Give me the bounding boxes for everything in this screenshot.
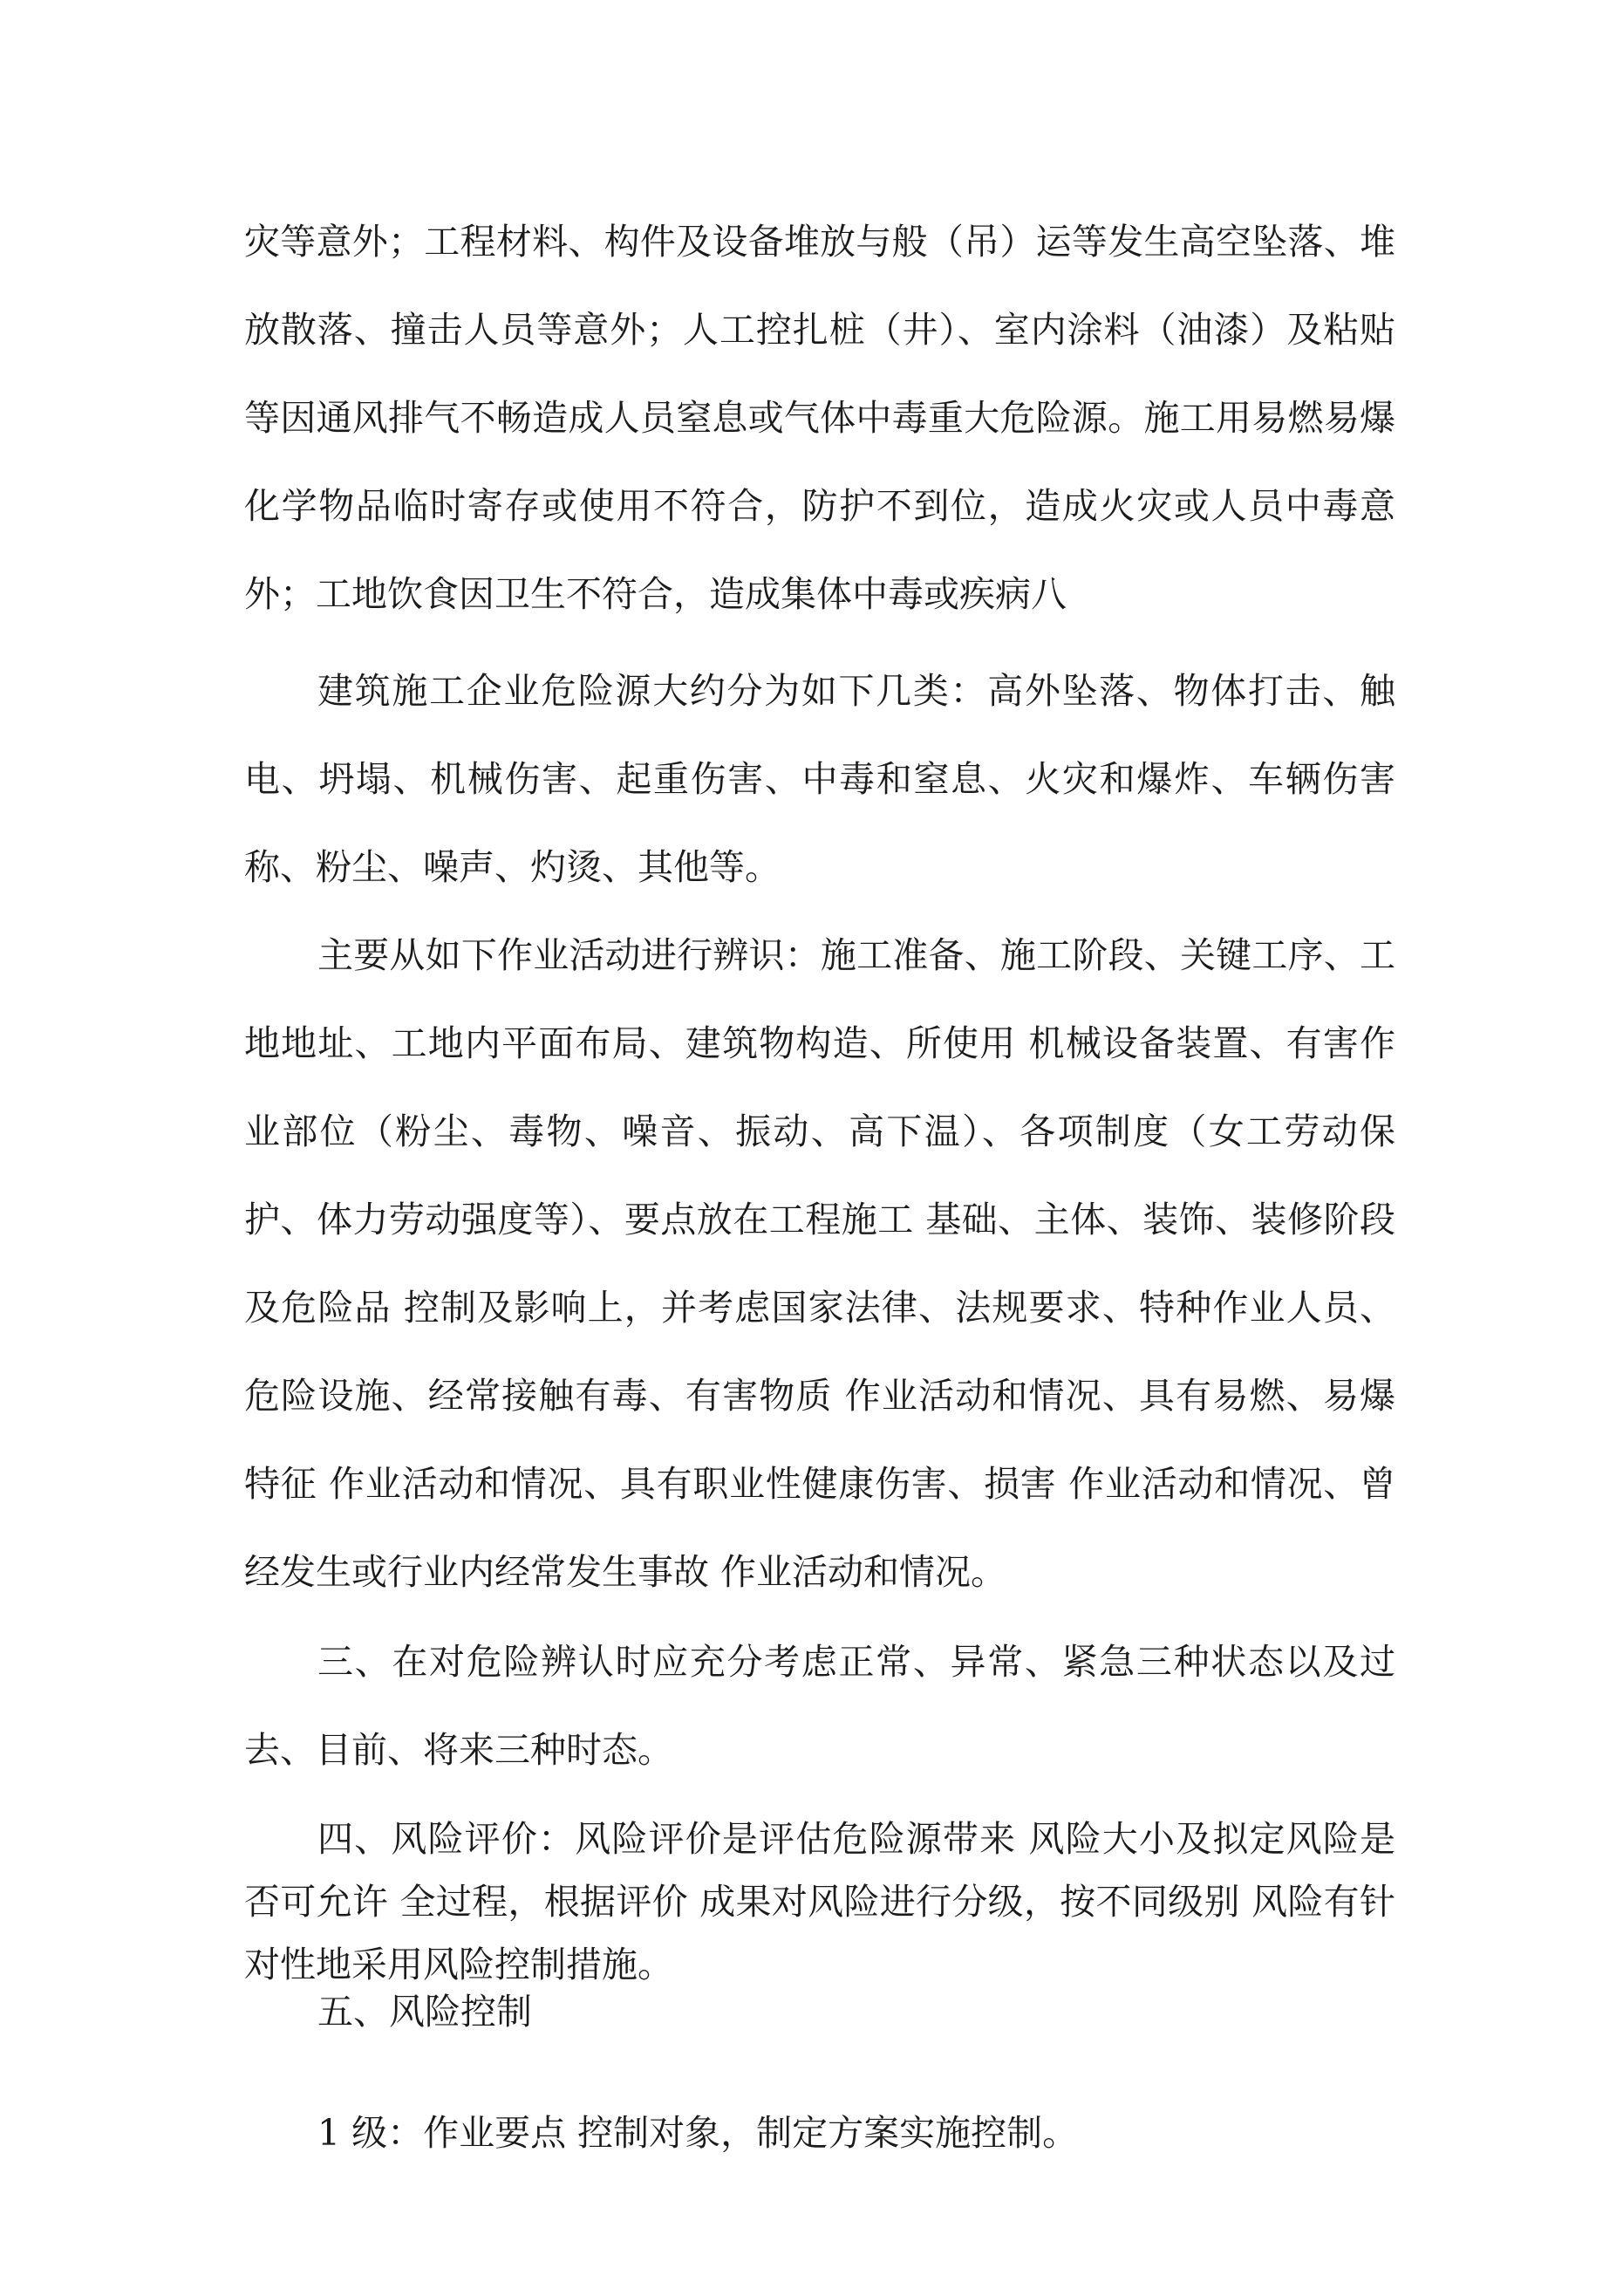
paragraph-identification-activities: 主要从如下作业活动进行辨识：施工准备、施工阶段、关键工序、工地地址、工地内平面布局、建筑物构造、所使用 机械设备装置、有害作业部位（粉尘、毒物、噪音、振动、高下温）、各项制度（女工劳动保护、体力劳动强度等）、要点放在工程施工 基础、主体、装饰、装修阶段及危险品 控制及影响上，并考虑国家法律、法规要求、特种作业人员、危险设施、经常接触有毒、有害物质 作业活动和情况、具有易燃、易爆特征 作业活动和情况、具有职业性健康伤害、损害 作业活动和情况、曾经发生或行业内经常发生事故 作业活动和情况。: [244, 934, 1395, 1593]
heading-risk-control: 五、风险控制: [317, 1991, 532, 2033]
paragraph-risk-evaluation: 四、风险评价：风险评价是评估危险源带来 风险大小及拟定风险是否可允许 全过程，根据评价 成果对风险进行分级，按不同级别 风险有针对性地采用风险控制措施。: [244, 1818, 1395, 1985]
paragraph-section-three: 三、在对危险辨认时应充分考虑正常、异常、紧急三种状态以及过去、目前、将来三种时态。: [244, 1641, 1395, 1771]
paragraph-hazard-categories: 建筑施工企业危险源大约分为如下几类：高外坠落、物体打击、触电、坍塌、机械伤害、起重伤害、中毒和窒息、火灾和爆炸、车辆伤害称、粉尘、噪声、灼烫、其他等。: [244, 670, 1395, 888]
paragraph-hazard-accidents: 灾等意外；工程材料、构件及设备堆放与般（吊）运等发生高空坠落、堆放散落、撞击人员等意外；人工控扎桩（井）、室内涂料（油漆）及粘贴等因通风排气不畅造成人员窒息或气体中毒重大危险源。施工用易燃易爆化学物品临时寄存或使用不符合，防护不到位，造成火灾或人员中毒意外；工地饮食因卫生不符合，造成集体中毒或疾病八: [244, 221, 1395, 615]
paragraph-level-one-control: 1 级：作业要点 控制对象，制定方案实施控制。: [317, 2112, 1079, 2154]
